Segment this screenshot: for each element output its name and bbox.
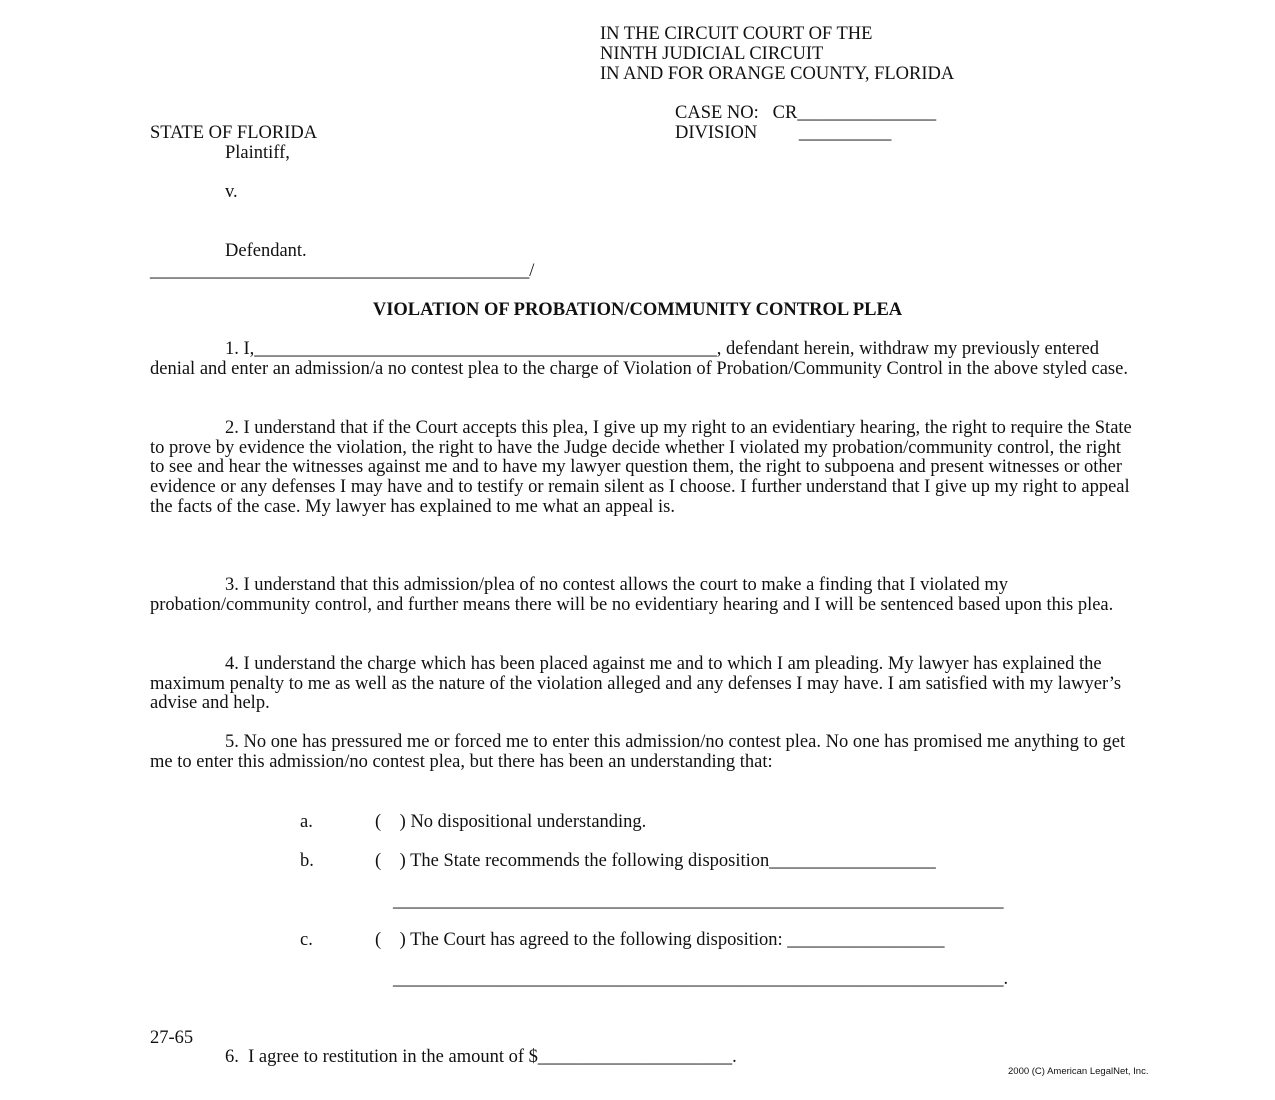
paragraph-3-text: 3. I understand that this admission/plea of no contest allows the court to make a finding that I violated my probation/community control, and further means there will be no evidentiary hearing and I will be sentenced based upon this plea. bbox=[150, 575, 1114, 615]
defendant-label: Defendant. bbox=[225, 241, 307, 261]
option-b-letter: b. bbox=[300, 851, 314, 871]
option-a-checkbox[interactable]: ( ) No dispositional understanding. bbox=[375, 812, 647, 832]
paragraph-2-text: 2. I understand that if the Court accepts this plea, I give up my right to an evidentiary hearing, the right to require the State to prove by evidence the violation, the right to have the Judge decide whether I violated my probation/community control, the right to see and hear the witnesses against me and to have my lawyer question them, the right to subpoena and present witnesses or other evidence or any defenses I may have and to testify or remain silent as I choose. I further understand that I give up my right to appeal the facts of the case. My lawyer has explained to me what an appeal is. bbox=[150, 418, 1132, 517]
option-c-checkbox[interactable]: ( ) The Court has agreed to the following disposition: _________________ bbox=[375, 930, 945, 950]
copyright-notice: 2000 (C) American LegalNet, Inc. bbox=[1008, 1066, 1149, 1077]
versus-label: v. bbox=[225, 182, 238, 202]
paragraph-4 bbox=[150, 655, 1135, 714]
defendant-signature-line: _________________________________________/ bbox=[150, 261, 535, 281]
paragraph-1 bbox=[150, 340, 1135, 379]
division-field: DIVISION __________ bbox=[675, 123, 892, 143]
court-header-line-3: IN AND FOR ORANGE COUNTY, FLORIDA bbox=[600, 64, 955, 84]
paragraph-5-text: 5. No one has pressured me or forced me to enter this admission/no contest plea. No one has promised me anything to get me to enter this admission/no contest plea, but there has been an understanding that: bbox=[150, 732, 1126, 772]
option-a-letter: a. bbox=[300, 812, 313, 832]
plaintiff-label: Plaintiff, bbox=[225, 143, 290, 163]
paragraph-6: 6. I agree to restitution in the amount of $_____________________. bbox=[225, 1047, 737, 1067]
court-header-line-1: IN THE CIRCUIT COURT OF THE bbox=[600, 24, 873, 44]
paragraph-5 bbox=[150, 733, 1135, 772]
court-header-line-2: NINTH JUDICIAL CIRCUIT bbox=[600, 44, 824, 64]
option-b-blank-line[interactable]: __________________________________________________________________ bbox=[393, 891, 1004, 911]
option-c-letter: c. bbox=[300, 930, 313, 950]
document-title bbox=[0, 300, 1275, 320]
paragraph-4-text: 4. I understand the charge which has been placed against me and to which I am pleading. My lawyer has explained the maximum penalty to me as well as the nature of the violation alleged and any defenses I may have. I am satisfied with my lawyer’s advise and help. bbox=[150, 654, 1122, 714]
paragraph-1-text: 1. I,__________________________________________________, defendant herein, withdraw my previously entered denial and enter an admission/a no contest plea to the charge of Violation of Probation/Community Control in the above styled case. bbox=[150, 339, 1128, 379]
paragraph-3 bbox=[150, 576, 1135, 615]
option-c-blank-line[interactable]: __________________________________________________________________. bbox=[393, 969, 1009, 989]
plaintiff-name: STATE OF FLORIDA bbox=[150, 123, 318, 143]
form-number: 27-65 bbox=[150, 1028, 194, 1048]
paragraph-2 bbox=[150, 419, 1135, 518]
option-b-checkbox[interactable]: ( ) The State recommends the following disposition__________________ bbox=[375, 851, 936, 871]
case-number-field: CASE NO: CR_______________ bbox=[675, 103, 937, 123]
document-title-text: VIOLATION OF PROBATION/COMMUNITY CONTROL PLEA bbox=[372, 300, 903, 320]
